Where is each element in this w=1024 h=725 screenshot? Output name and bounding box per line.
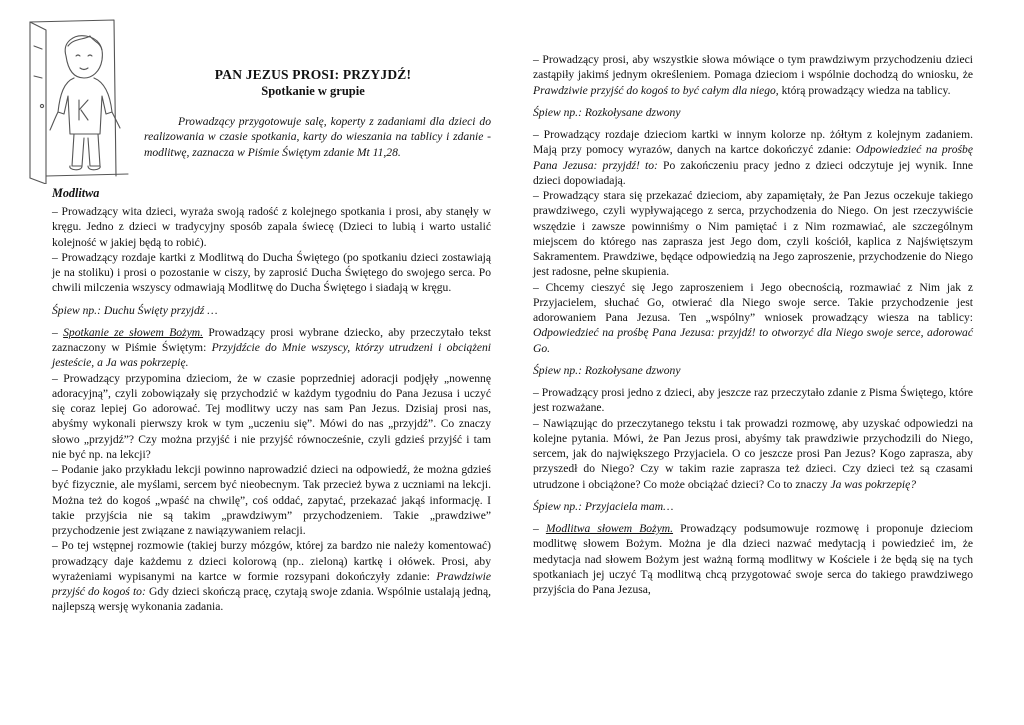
intro-paragraph: Prowadzący przygotowuje salę, koperty z zadaniami dla dzieci do realizowania w czasie spotkania, karty do wieszania na tablicy i zdanie - modlitwę, zaznacza w Piśmie Świętym zdanie Mt 11,28. xyxy=(144,115,491,159)
text: Prowadzący prosi wybrane dziecko, aby przeczytało tekst zaznaczony w Piśmie Świętym: xyxy=(52,325,491,354)
quote-pokrzepie: Ja was pokrzepię? xyxy=(830,477,917,491)
paragraph: – Prowadzący rozdaje kartki z Modlitwą do Ducha Świętego (po spotkaniu dzieci zostawiają je na stoliku) i prosi o pozostanie w ciszy, by zaprosić Ducha Świętego do swojego serca. Po chwili milczenia wszyscy odmawiają Modlitwę do Ducha Świętego i siadają w kręgu. xyxy=(52,250,491,295)
paragraph xyxy=(533,127,973,188)
sentence-prompt: Prawdziwie przyjść do kogoś to: xyxy=(52,569,491,598)
paragraph: – Prowadzący prosi jedno z dzieci, aby jeszcze raz przeczytało zdanie z Pisma Świętego, które jest rozważane. xyxy=(533,386,973,415)
song-note: Śpiew np.: Rozkołysane dzwony xyxy=(533,363,681,377)
text: którą prowadzący wiedza na tablicy. xyxy=(778,83,951,97)
song-note: Śpiew np.: Przyjaciela mam… xyxy=(533,499,674,513)
paragraph: – Prowadzący wita dzieci, wyraża swoją radość z kolejnego spotkania i prosi, aby stanęły w kręgu. Jedno z dzieci w tradycyjny sposób zapala świecę (Dzieci to lubią i warto ustalić kolejność w jakiej będą to robić). xyxy=(52,205,491,249)
dash: – xyxy=(52,325,64,339)
paragraph: – Prowadzący stara się przekazać dzieciom, aby zapamiętały, że Pan Jezus oczekuje takiego prawdziwego, czyli wypływającego z serca, przychodzenia do Niego. On jest rzeczywiście wszędzie i zawsze powinniśmy o Nim pamiętać i z Nim rozmawiać, ale szczególnym miejscem do którego nas zaprasza jest Jego dom, czyli kościół, kaplica z Najświętszym Sakramentem. Prawdziwe, będące odpowiedzią na Jego zaproszenie, przychodzenie do Niego jest radosne, pełne skupienia. xyxy=(533,189,973,279)
paragraph xyxy=(533,416,973,492)
text: – Po tej wstępnej rozmowie (takiej burzy mózgów, której za bardzo nie należy komentować) prowadzący daje każdemu z dzieci kolorową (np.. zieloną) kartkę i ołówek. Prosi, aby wyrażeniami wypisanymi na kartce w formie rozsypani dokończyły zdanie: xyxy=(52,539,491,583)
text: – Prowadzący prosi, aby wszystkie słowa mówiące o tym prawdziwym przychodzeniu dzieci zastąpiły jakimś jednym określeniem. Pomaga dzieciom i wspólnie dochodzą do wniosku, że xyxy=(533,53,973,82)
page-subtitle: Spotkanie w grupie xyxy=(261,84,365,98)
text: – Prowadzący rozdaje dzieciom kartki w innym kolorze np. żółtym z kolejnym zadaniem. Mają przy pomocy wyrazów, danych na kartce dokończyć zdanie: xyxy=(533,128,973,157)
song-note: Śpiew np.: Duchu Święty przyjdź … xyxy=(52,303,218,317)
section-title-modlitwa: Modlitwa xyxy=(52,186,100,200)
paragraph xyxy=(533,521,973,597)
heading-spotkanie: Spotkanie ze słowem Bożym. xyxy=(63,325,204,339)
left-column xyxy=(52,204,491,615)
dash: – xyxy=(533,522,546,535)
text: Po zakończeniu pracy jedno z dzieci odczytuje jej wynik. Inne dzieci dopowiadają. xyxy=(533,158,973,187)
text: – Chcemy cieszyć się Jego zaproszeniem i Jego obecnością, rozmawiać z Nim jak z Przyjacielem, słuchać Go, otwierać dla Niego swoje serce. Takie przychodzenie jest adorowaniem Pana Jezusa. Ten „wspólny” wniosek prowadzący wiesza na tablicy: xyxy=(533,280,973,324)
sentence-answer: Prawdziwie przyjść do kogoś to być całym dla niego, xyxy=(533,83,779,97)
child-at-door-illustration xyxy=(24,16,136,184)
text: Prowadzący podsumowuje rozmowę i proponuje dzieciom modlitwę słowem Bożym. Można je dla dzieci nazwać medytacją i powiedzieć im, że medytacja nad słowem Bożym jest ważną formą modlitwy w Kościele i że będą się na tych spotkaniach jej uczyć Tą modlitwą chcą przygotować swoje serca do takiego prawdziwego przyjścia do Pana Jezusa, xyxy=(533,522,973,596)
paragraph xyxy=(533,280,973,356)
right-column xyxy=(533,52,973,597)
header xyxy=(140,66,486,100)
paragraph: – Podanie jako przykładu lekcji powinno naprowadzić dzieci na odpowiedź, że można gdzieś być fizycznie, ale myślami, sercem być nieobecnym. Tak przecież bywa z uczniami na lekcji. Można też do kogoś „wpaść na chwilę”, coś oddać, zapytać, przekazać jakąś informację. I takie przyjścia nie są takim „prawdziwym” przychodzeniem. Takie „prawdziwe” przychodzenie jest związane z nawiązywaniem relacji. xyxy=(52,463,491,537)
text: Gdy dzieci skończą pracę, czytają swoje zdania. Wspólnie ustalają jedną, najlepszą wersję wykonania zadania. xyxy=(52,585,491,614)
paragraph: – Prowadzący przypomina dzieciom, że w czasie poprzedniej adoracji podjęły „nowennę adoracyjną”, czyli zobowiązały się przychodzić w każdym tygodniu do Pana Jezusa i uczyć się coraz lepiej Go adorować. Tej modlitwy uczy nas sam Pan Jezus. Dzisiaj prosi nas, abyśmy wykonali pierwszy krok w tym „uczeniu się”. Mówi do nas „przyjdź”. Co znaczy słowo „przyjdź”? Czy można przyjść i nie przyjść równocześnie, czyli gdzieś przyjść i tam nie być np. na lekcji? xyxy=(52,371,491,461)
paragraph xyxy=(52,538,491,614)
page-title: PAN JEZUS PROSI: PRZYJDŹ! xyxy=(214,67,412,82)
heading-modlitwa-slowem: Modlitwa słowem Bożym. xyxy=(545,522,674,535)
scripture-quote: Przyjdźcie do Mnie wszyscy, którzy utrudzeni i obciążeni jesteście, a Ja was pokrzepię. xyxy=(52,341,492,370)
sentence-answer: Odpowiedzieć na prośbę Pana Jezusa: przyjdź! to otworzyć dla Niego swoje serce, adorować Go. xyxy=(533,326,973,355)
paragraph xyxy=(533,52,973,98)
text: – Nawiązując do przeczytanego tekstu i tak prowadzi rozmowę, aby uzyskać odpowiedzi na kolejne pytania. Mówi, że Pan Jezus prosi, abyśmy tak prawdziwie przychodzili do Niego, sercem, jak do największego Przyjaciela. O co jeszcze prosi Pan Jezus? Kogo zaprasza, aby przyszedł do Niego? Czy w takim razie zaprasza też dzieci. Czy dzieci też są czasami utrudzone i obciążone? Co może obciążać dzieci? Co to znaczy xyxy=(533,416,973,491)
sentence-prompt: Odpowiedzieć na prośbę Pana Jezusa: przyjdź! to: xyxy=(533,143,973,172)
song-note: Śpiew np.: Rozkołysane dzwony xyxy=(533,105,681,119)
paragraph xyxy=(52,325,491,371)
